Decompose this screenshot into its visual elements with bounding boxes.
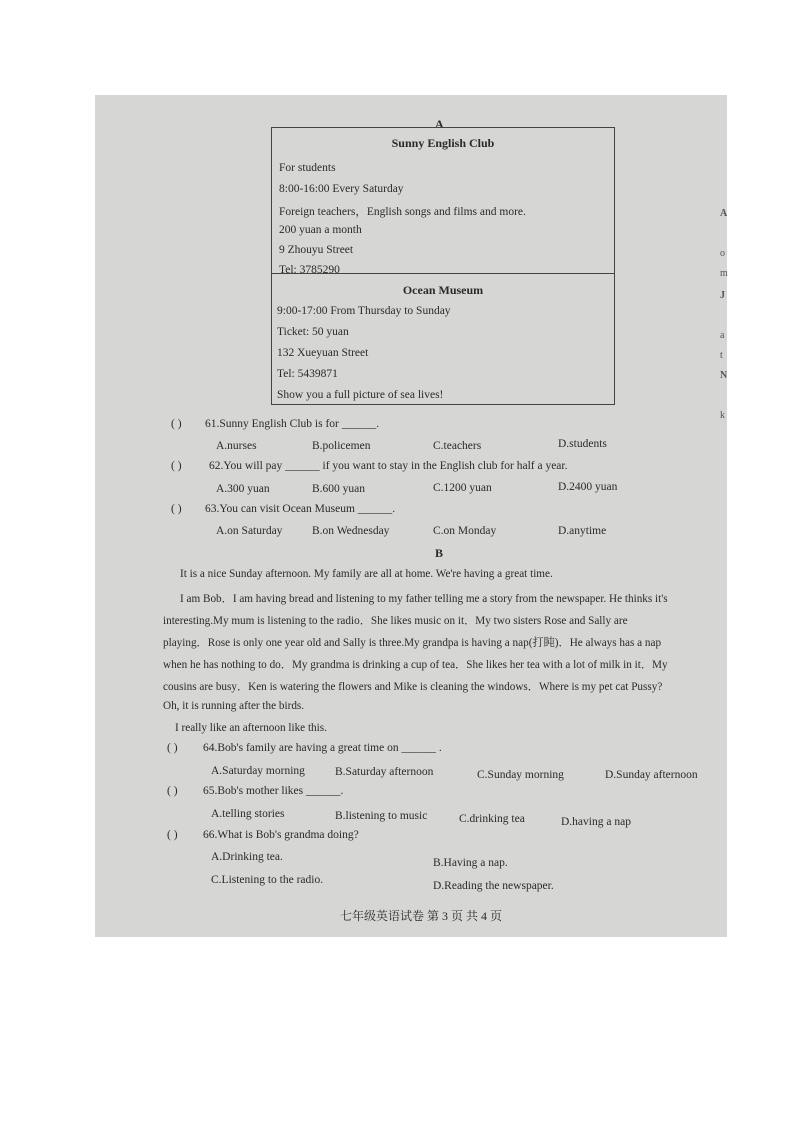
passage-line: playing．Rose is only one year old and Sally is three.My grandpa is having a nap(打盹)．He always has a nap	[163, 637, 662, 649]
section-b-label: B	[435, 546, 444, 560]
answer-bracket[interactable]: ( )	[171, 418, 182, 430]
option-c: C.teachers	[433, 440, 482, 452]
passage-line: when he has nothing to do．My grandma is drinking a cup of tea．She likes her tea with a lot of milk in it．My	[163, 659, 668, 671]
answer-bracket[interactable]: ( )	[167, 785, 178, 797]
option-d: D.Sunday afternoon	[605, 769, 698, 781]
option-b: B.600 yuan	[312, 483, 366, 495]
passage-line: I really like an afternoon like this.	[175, 722, 327, 734]
answer-bracket[interactable]: ( )	[167, 829, 178, 841]
option-c: C.on Monday	[433, 525, 497, 537]
option-c: C.1200 yuan	[433, 482, 492, 494]
edge-letter: o	[720, 248, 725, 259]
museum-line: Ticket: 50 yuan	[277, 326, 349, 338]
club-line: 8:00-16:00 Every Saturday	[279, 183, 404, 195]
exam-page	[95, 95, 727, 937]
question-64: 64.Bob's family are having a great time on ______ .	[203, 742, 442, 754]
edge-letter: N	[720, 370, 728, 381]
option-b: B.listening to music	[335, 810, 428, 822]
passage-line: cousins are busy．Ken is watering the flowers and Mike is cleaning the windows．Where is my pet cat Pussy?	[163, 681, 663, 693]
club-line: For students	[279, 162, 336, 174]
option-d: D.having a nap	[561, 816, 631, 828]
page-footer: 七年级英语试卷 第 3 页 共 4 页	[340, 909, 503, 923]
club-line: Foreign teachers，English songs and films and more.	[279, 206, 526, 218]
option-a: A.300 yuan	[216, 483, 270, 495]
notice-box	[271, 127, 615, 405]
answer-bracket[interactable]: ( )	[171, 503, 182, 515]
option-a: A.Drinking tea.	[211, 851, 283, 863]
option-c: C.drinking tea	[459, 813, 525, 825]
club-line: 200 yuan a month	[279, 224, 362, 236]
club-line: Tel: 3785290	[279, 264, 340, 276]
passage-line: I am Bob．I am having bread and listening to my father telling me a story from the newspaper. He thinks it's	[180, 593, 668, 605]
option-d: D.anytime	[558, 525, 607, 537]
answer-bracket[interactable]: ( )	[167, 742, 178, 754]
option-b: B.Having a nap.	[433, 857, 508, 869]
option-d: D.students	[558, 438, 607, 450]
edge-letter: a	[720, 330, 725, 341]
question-62: 62.You will pay ______ if you want to stay in the English club for half a year.	[209, 460, 568, 472]
edge-letter: k	[720, 410, 725, 421]
option-b: B.policemen	[312, 440, 371, 452]
question-61: 61.Sunny English Club is for ______.	[205, 418, 380, 430]
museum-title: Ocean Museum	[402, 283, 484, 297]
option-c: C.Listening to the radio.	[211, 874, 324, 886]
question-65: 65.Bob's mother likes ______.	[203, 785, 344, 797]
passage-line: interesting.My mum is listening to the radio．She likes music on it．My two sisters Rose and Sally are	[163, 615, 628, 627]
option-d: D.2400 yuan	[558, 481, 618, 493]
option-a: A.telling stories	[211, 808, 285, 820]
club-line: 9 Zhouyu Street	[279, 244, 354, 256]
option-b: B.on Wednesday	[312, 525, 390, 537]
passage-line: Oh, it is running after the birds.	[163, 700, 305, 712]
option-a: A.nurses	[216, 440, 257, 452]
section-a-label: A	[435, 117, 444, 131]
edge-letter: J	[720, 290, 725, 301]
edge-letter: m	[720, 268, 728, 279]
question-66: 66.What is Bob's grandma doing?	[203, 829, 359, 841]
museum-line: 132 Xueyuan Street	[277, 347, 369, 359]
passage-line: It is a nice Sunday afternoon. My family are all at home. We're having a great time.	[180, 568, 553, 580]
option-a: A.on Saturday	[216, 525, 283, 537]
option-b: B.Saturday afternoon	[335, 766, 434, 778]
edge-letter: A	[720, 208, 728, 219]
option-c: C.Sunday morning	[477, 769, 564, 781]
edge-letter: t	[720, 350, 723, 361]
museum-line: Tel: 5439871	[277, 368, 338, 380]
question-63: 63.You can visit Ocean Museum ______.	[205, 503, 396, 515]
option-a: A.Saturday morning	[211, 765, 305, 777]
answer-bracket[interactable]: ( )	[171, 460, 182, 472]
museum-line: 9:00-17:00 From Thursday to Sunday	[277, 305, 451, 317]
box-divider	[272, 273, 614, 274]
club-title: Sunny English Club	[391, 136, 495, 150]
museum-line: Show you a full picture of sea lives!	[277, 389, 444, 401]
option-d: D.Reading the newspaper.	[433, 880, 554, 892]
